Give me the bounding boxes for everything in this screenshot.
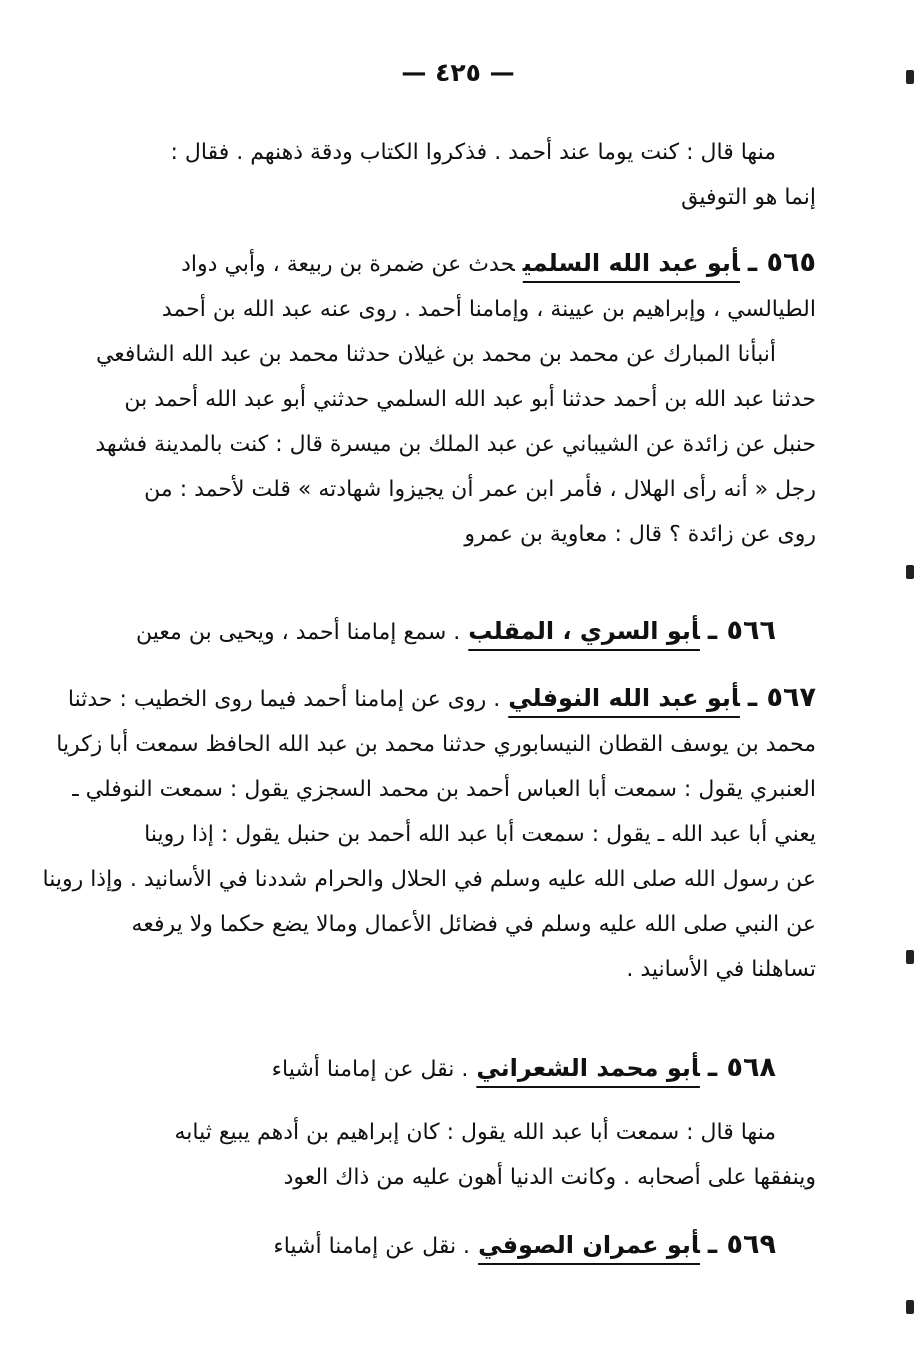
text-line: حدثنا عبد الله بن أحمد حدثنا أبو عبد الله السلمي حدثني أبو عبد الله أحمد بن	[124, 387, 816, 412]
entry-568-body	[150, 1110, 816, 1200]
entry-first-line: . نقل عن إمامنا أشياء	[273, 1234, 471, 1259]
entry-567	[42, 675, 816, 992]
entry-name: أبو عبد الله السلمي	[522, 249, 740, 277]
entry-first-line: . سمع إمامنا أحمد ، ويحيى بن معين	[136, 620, 461, 645]
page-number: — ٤٢٥ —	[401, 58, 515, 87]
entry-first-line: . نقل عن إمامنا أشياء	[271, 1057, 469, 1082]
paragraph-continuation	[150, 130, 816, 220]
text-line: محمد بن يوسف القطان النيسابوري حدثنا محمد بن عبد الله الحافظ سمعت أبا زكريا	[56, 732, 816, 757]
entry-number: ٥٦٥ ـ	[747, 247, 816, 278]
entry-number: ٥٦٩ ـ	[707, 1229, 776, 1260]
text-line: روى عن زائدة ؟ قال : معاوية بن عمرو	[464, 522, 816, 547]
text-line: رجل « أنه رأى الهلال ، فأمر ابن عمر أن يجيزوا شهادته » قلت لأحمد : من	[144, 477, 816, 502]
text-line: تساهلنا في الأسانيد .	[626, 957, 816, 982]
text-line: منها قال : سمعت أبا عبد الله يقول : كان إبراهيم بن أدهم يبيع ثيابه	[174, 1120, 776, 1145]
entry-569	[150, 1222, 816, 1269]
entry-heading	[136, 608, 816, 655]
scan-margin-mark	[906, 950, 914, 964]
entry-name: أبو عمران الصوفي	[478, 1231, 700, 1259]
entry-heading	[150, 240, 816, 287]
entry-number: ٥٦٧ ـ	[747, 682, 816, 713]
entry-heading	[67, 675, 816, 722]
entry-heading	[150, 1045, 816, 1092]
entry-number: ٥٦٨ ـ	[707, 1052, 776, 1083]
scan-margin-mark	[906, 1300, 914, 1314]
entry-heading	[150, 1222, 816, 1269]
entry-566	[136, 608, 816, 655]
entry-name: أبو محمد الشعراني	[476, 1054, 700, 1082]
entry-568	[150, 1045, 816, 1092]
entry-name: أبو عبد الله النوفلي	[508, 684, 740, 712]
text-line: عن النبي صلى الله عليه وسلم في فضائل الأعمال ومالا يضع حكما ولا يرفعه	[131, 912, 816, 937]
entry-first-line: . روى عن إمامنا أحمد فيما روى الخطيب : حدثنا	[67, 687, 501, 712]
text-line: وينفقها على أصحابه . وكانت الدنيا أهون عليه من ذاك العود	[283, 1165, 816, 1190]
entry-number: ٥٦٦ ـ	[707, 615, 776, 646]
text-line: يعني أبا عبد الله ـ يقول : سمعت أبا عبد الله أحمد بن حنبل يقول : إذا روينا	[144, 822, 816, 847]
scan-margin-mark	[906, 565, 914, 579]
entry-name: أبو السري ، المقلب	[468, 617, 700, 645]
entry-first-line: حدث عن ضمرة بن ربيعة ، وأبي دواد	[181, 252, 515, 277]
text-line: العنبري يقول : سمعت أبا العباس أحمد بن محمد السجزي يقول : سمعت النوفلي ـ	[72, 777, 816, 802]
scan-margin-mark	[906, 70, 914, 84]
text-line: أنبأنا المبارك عن محمد بن محمد بن غيلان حدثنا محمد بن عبد الله الشافعي	[95, 342, 776, 367]
text-line: منها قال : كنت يوما عند أحمد . فذكروا الكتاب ودقة ذهنهم . فقال :	[170, 140, 776, 165]
text-line: عن رسول الله صلى الله عليه وسلم في الحلال والحرام شددنا في الأسانيد . وإذا روينا	[42, 867, 816, 892]
text-line: الطيالسي ، وإبراهيم بن عيينة ، وإمامنا أحمد . روى عنه عبد الله بن أحمد	[161, 297, 816, 322]
text-line: إنما هو التوفيق	[681, 185, 816, 210]
text-line: حنبل عن زائدة عن الشيباني عن عبد الملك بن ميسرة قال : كنت بالمدينة فشهد	[95, 432, 816, 457]
entry-565	[95, 240, 816, 557]
